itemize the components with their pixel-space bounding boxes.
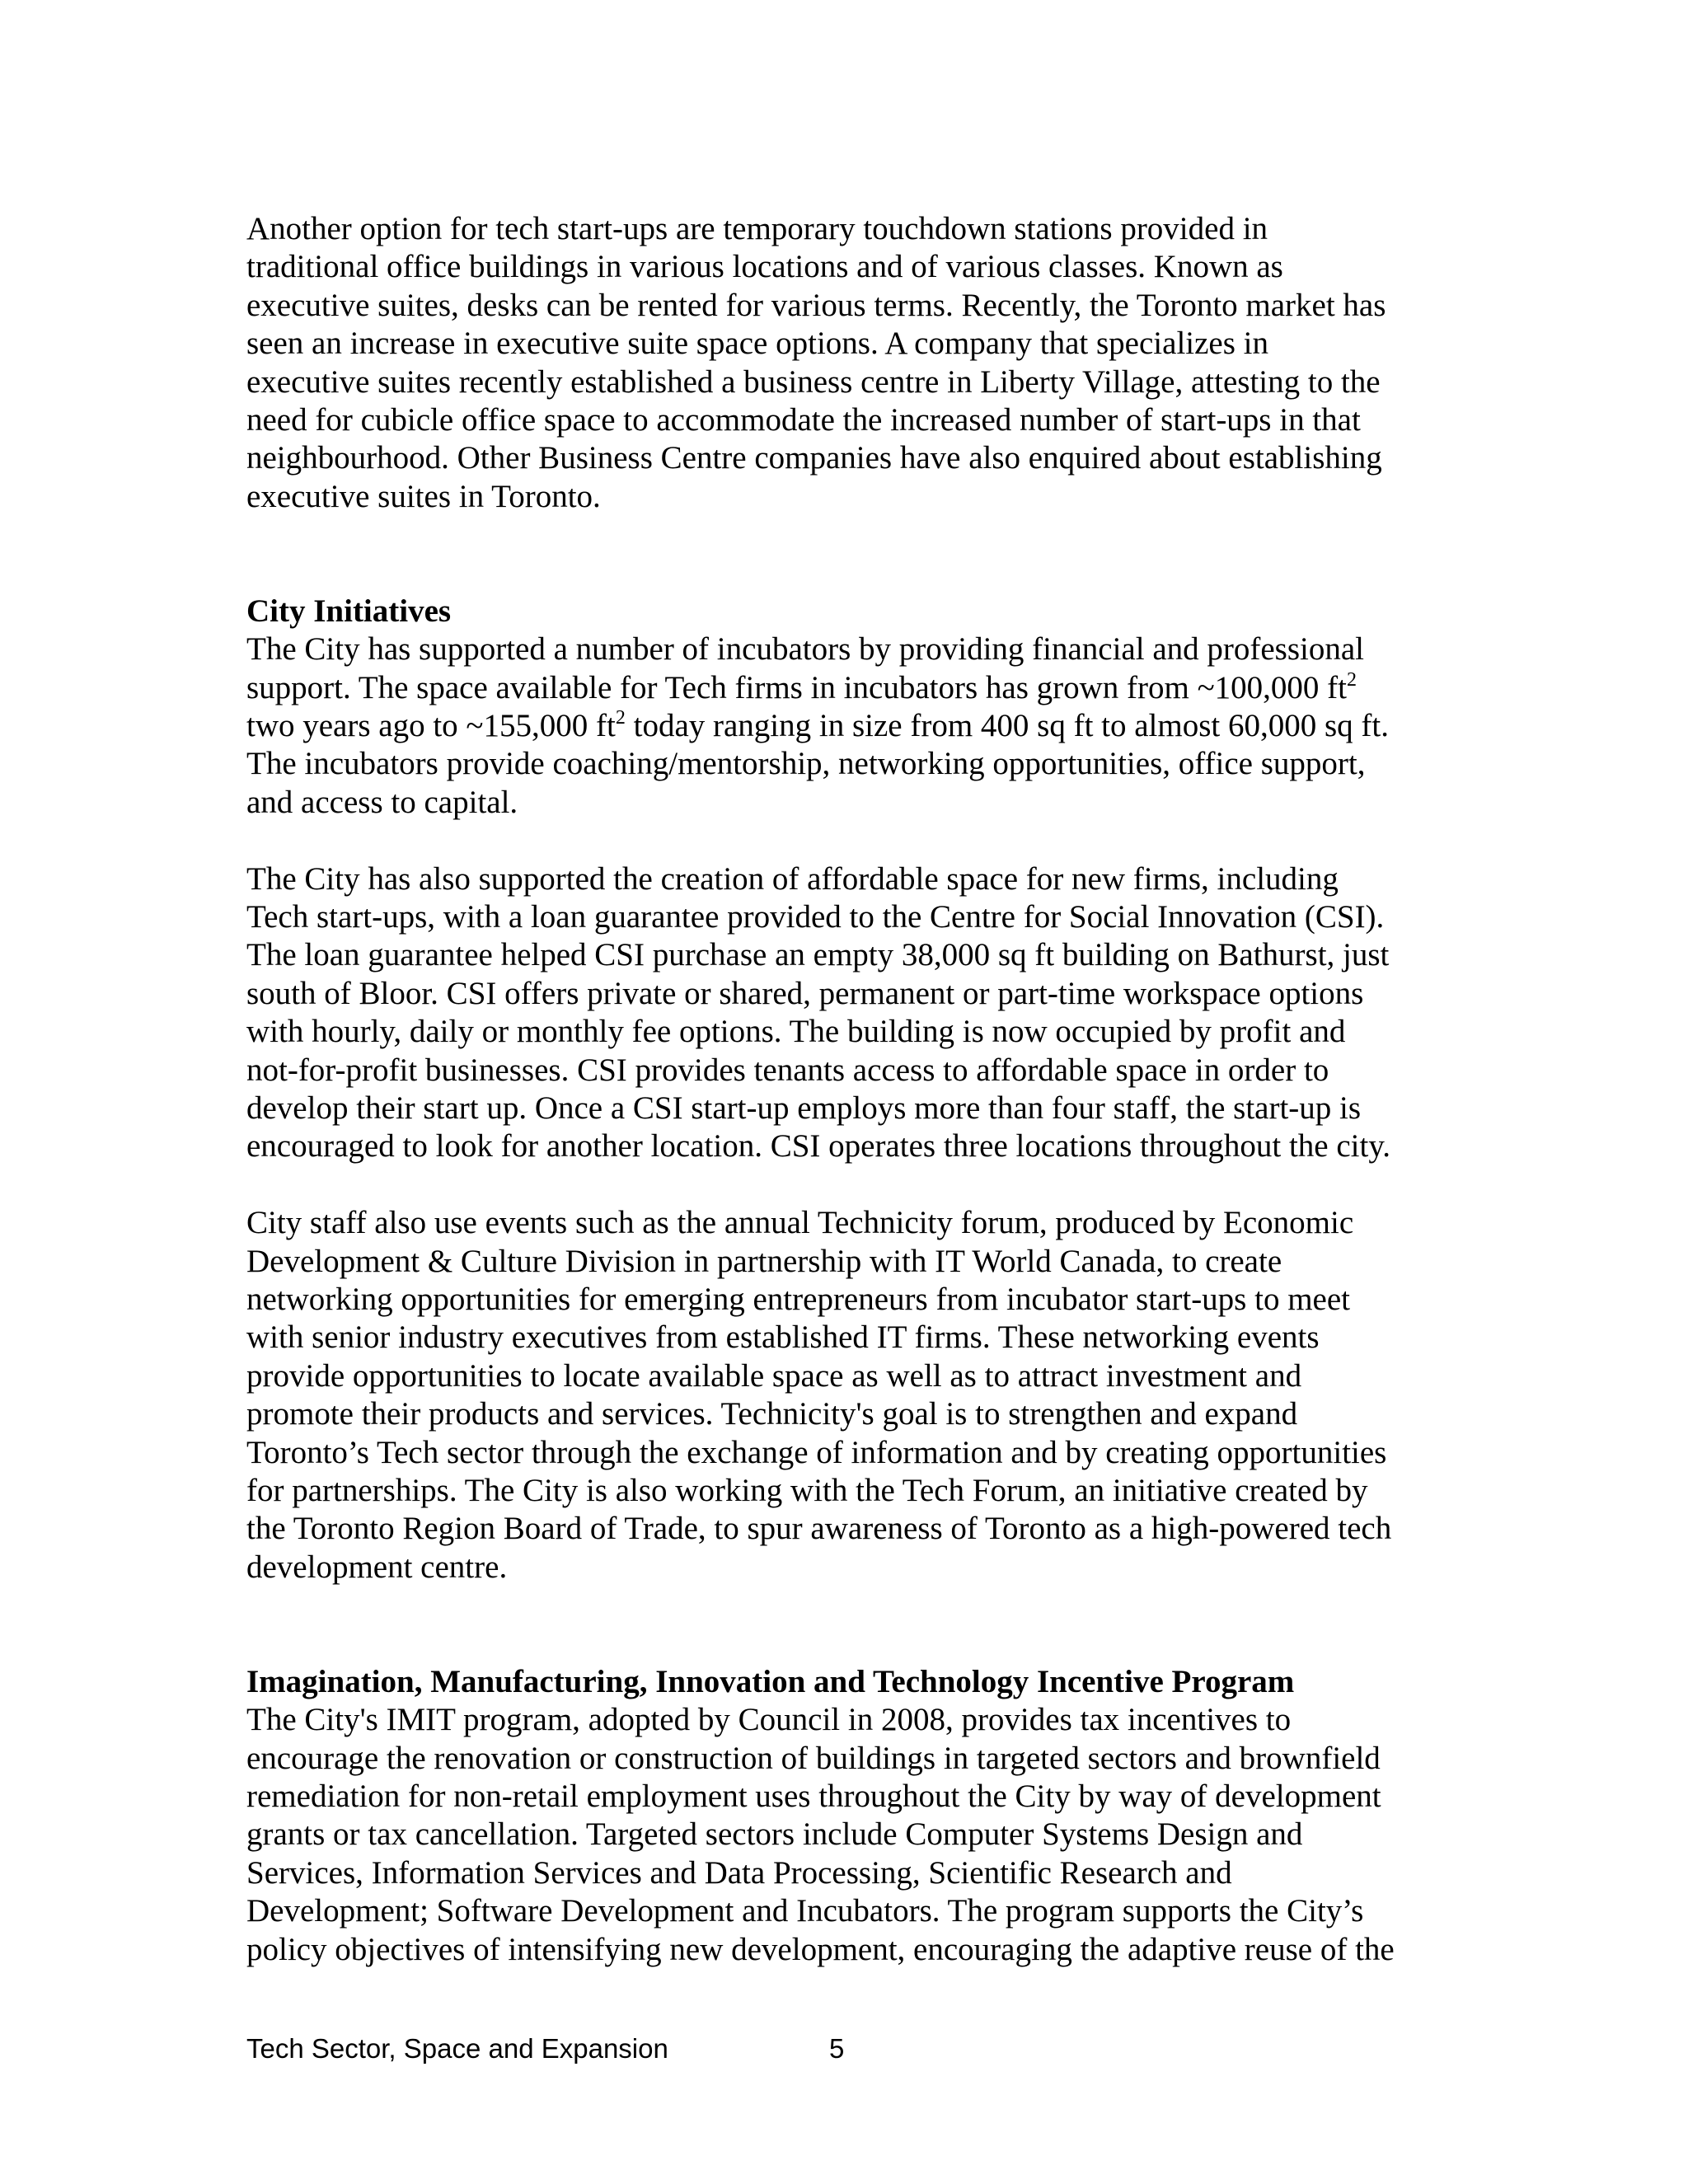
text-line: traditional office buildings in various locations and of various classes. Known as bbox=[246, 249, 1283, 285]
text-span: two years ago to ~155,000 ft bbox=[246, 708, 616, 744]
text-line: not-for-profit businesses. CSI provides tenants access to affordable space in order to bbox=[246, 1052, 1329, 1088]
spacer bbox=[246, 555, 1437, 593]
text-line: promote their products and services. Technicity's goal is to strengthen and expand bbox=[246, 1396, 1298, 1432]
text-line: Development & Culture Division in partnership with IT World Canada, to create bbox=[246, 1243, 1282, 1279]
text-line: the Toronto Region Board of Trade, to spur awareness of Toronto as a high-powered tech bbox=[246, 1511, 1392, 1547]
text-line: grants or tax cancellation. Targeted sectors include Computer Systems Design and bbox=[246, 1816, 1303, 1853]
text-line: and access to capital. bbox=[246, 784, 518, 820]
text-line: executive suites, desks can be rented for various terms. Recently, the Toronto market has bbox=[246, 287, 1386, 323]
text-line: The loan guarantee helped CSI purchase an empty 38,000 sq ft building on Bathurst, just bbox=[246, 937, 1390, 973]
paragraph-incubators bbox=[246, 630, 1437, 822]
text-line: develop their start up. Once a CSI start-up employs more than four staff, the start-up is bbox=[246, 1090, 1362, 1126]
text-line: Another option for tech start-ups are temporary touchdown stations provided in bbox=[246, 211, 1268, 246]
superscript: 2 bbox=[615, 707, 626, 729]
text-line bbox=[246, 707, 1437, 745]
text-span: support. The space available for Tech firms in incubators has grown from ~100,000 ft bbox=[246, 669, 1348, 705]
text-line: neighbourhood. Other Business Centre companies have also enquired about establishing bbox=[246, 440, 1382, 476]
footer-title: Tech Sector, Space and Expansion bbox=[246, 2033, 668, 2064]
text-line bbox=[246, 669, 1437, 707]
spacer bbox=[246, 1624, 1437, 1662]
text-line: Toronto’s Tech sector through the exchange of information and by creating opportunities bbox=[246, 1434, 1387, 1470]
text-line: need for cubicle office space to accommodate the increased number of start-ups in that bbox=[246, 401, 1361, 438]
text-line: encouraged to look for another location. CSI operates three locations throughout the city. bbox=[246, 1128, 1391, 1165]
text-line: Services, Information Services and Data Processing, Scientific Research and bbox=[246, 1854, 1232, 1891]
text-line: The incubators provide coaching/mentorship, networking opportunities, office support, bbox=[246, 746, 1366, 782]
text-line: policy objectives of intensifying new development, encouraging the adaptive reuse of the bbox=[246, 1931, 1395, 1967]
text-line: The City has supported a number of incubators by providing financial and professional bbox=[246, 631, 1365, 668]
text-line: executive suites recently established a business centre in Liberty Village, attesting to the bbox=[246, 363, 1381, 400]
text-line: networking opportunities for emerging entrepreneurs from incubator start-ups to meet bbox=[246, 1281, 1350, 1317]
superscript: 2 bbox=[1347, 668, 1357, 691]
text-line: with hourly, daily or monthly fee options. The building is now occupied by profit and bbox=[246, 1014, 1346, 1050]
text-line: with senior industry executives from established IT firms. These networking events bbox=[246, 1319, 1320, 1356]
spacer bbox=[246, 1586, 1437, 1624]
paragraph-technicity bbox=[246, 1204, 1437, 1586]
text-line: executive suites in Toronto. bbox=[246, 478, 601, 514]
section-heading: Imagination, Manufacturing, Innovation and Technology Incentive Program bbox=[246, 1663, 1295, 1699]
spacer bbox=[246, 822, 1437, 860]
text-line: Development; Software Development and Incubators. The program supports the City’s bbox=[246, 1893, 1364, 1929]
text-line: south of Bloor. CSI offers private or shared, permanent or part-time workspace options bbox=[246, 975, 1364, 1011]
section-imit-program bbox=[246, 1663, 1437, 1969]
text-line: The City's IMIT program, adopted by Council in 2008, provides tax incentives to bbox=[246, 1702, 1292, 1738]
section-heading: City Initiatives bbox=[246, 593, 452, 629]
paragraph-executive-suites bbox=[246, 210, 1437, 516]
text-line: seen an increase in executive suite space options. A company that specializes in bbox=[246, 326, 1269, 362]
text-span: today ranging in size from 400 sq ft to almost 60,000 sq ft. bbox=[625, 708, 1389, 744]
text-line: for partnerships. The City is also working with the Tech Forum, an initiative created by bbox=[246, 1472, 1368, 1508]
text-line: development centre. bbox=[246, 1549, 508, 1585]
text-line: encourage the renovation or construction of buildings in targeted sectors and brownfield bbox=[246, 1740, 1381, 1776]
paragraph-csi bbox=[246, 860, 1437, 1166]
text-line: The City has also supported the creation of affordable space for new firms, including bbox=[246, 860, 1339, 897]
spacer bbox=[246, 1166, 1437, 1204]
text-line: remediation for non-retail employment uses throughout the City by way of development bbox=[246, 1779, 1381, 1815]
section-city-initiatives bbox=[246, 593, 1437, 1586]
document-body bbox=[246, 210, 1437, 1969]
text-line: provide opportunities to locate available space as well as to attract investment and bbox=[246, 1357, 1302, 1394]
text-line: City staff also use events such as the annual Technicity forum, produced by Economic bbox=[246, 1205, 1354, 1241]
text-line: Tech start-ups, with a loan guarantee provided to the Centre for Social Innovation (CSI). bbox=[246, 899, 1385, 935]
spacer bbox=[246, 516, 1437, 554]
page-number: 5 bbox=[829, 2033, 845, 2064]
